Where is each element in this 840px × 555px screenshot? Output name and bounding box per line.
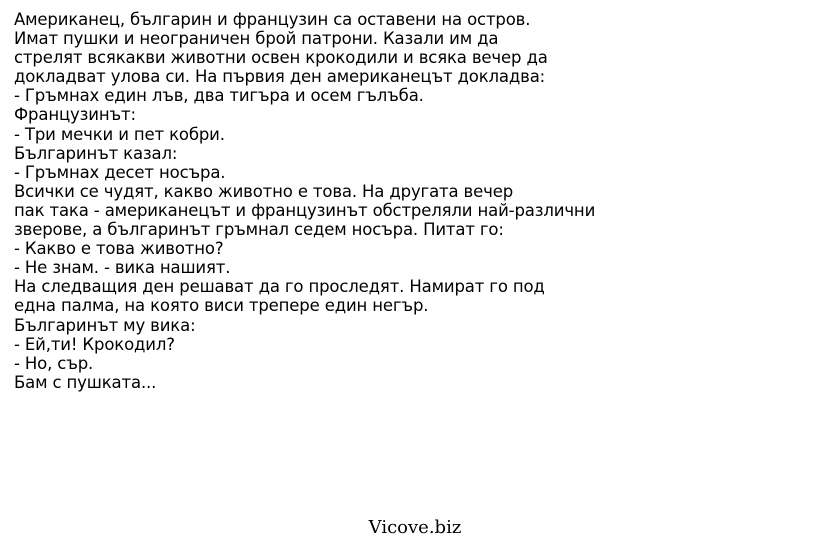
joke-line: Всички се чудят, какво животно е това. На другата вечер [14, 181, 514, 201]
joke-line: Имат пушки и неограничен брой патрони. Казали им да [14, 29, 499, 49]
joke-line: - Какво е това животно? [14, 239, 224, 259]
joke-line: Българинът казал: [14, 143, 178, 163]
joke-line: пак така - американецът и французинът обстреляли най-различни [14, 200, 596, 220]
joke-text [14, 10, 634, 392]
joke-line: - Ей,ти! Крокодил? [14, 334, 175, 354]
joke-line: На следващия ден решават да го проследят. Намират го под [14, 277, 545, 297]
joke-line: Българинът му вика: [14, 315, 196, 335]
joke-line: докладват улова си. На първия ден американецът докладва: [14, 67, 546, 87]
site-watermark: Vicove.biz [368, 517, 462, 538]
joke-line: една палма, на която виси трепере един негър. [14, 296, 429, 316]
joke-line: - Не знам. - вика нашият. [14, 258, 231, 278]
joke-line: Бам с пушката... [14, 372, 157, 392]
joke-line: - Три мечки и пет кобри. [14, 124, 225, 144]
joke-line: зверове, а българинът гръмнал седем носъра. Питат го: [14, 220, 504, 240]
joke-line: - Гръмнах един лъв, два тигъра и осем гълъба. [14, 86, 424, 106]
joke-line: Американец, българин и французин са оставени на остров. [14, 10, 531, 29]
joke-line: - Гръмнах десет носъра. [14, 162, 226, 182]
joke-line: стрелят всякакви животни освен крокодили и всяка вечер да [14, 48, 548, 68]
joke-line: - Но, сър. [14, 353, 94, 373]
joke-line: Французинът: [14, 105, 136, 125]
